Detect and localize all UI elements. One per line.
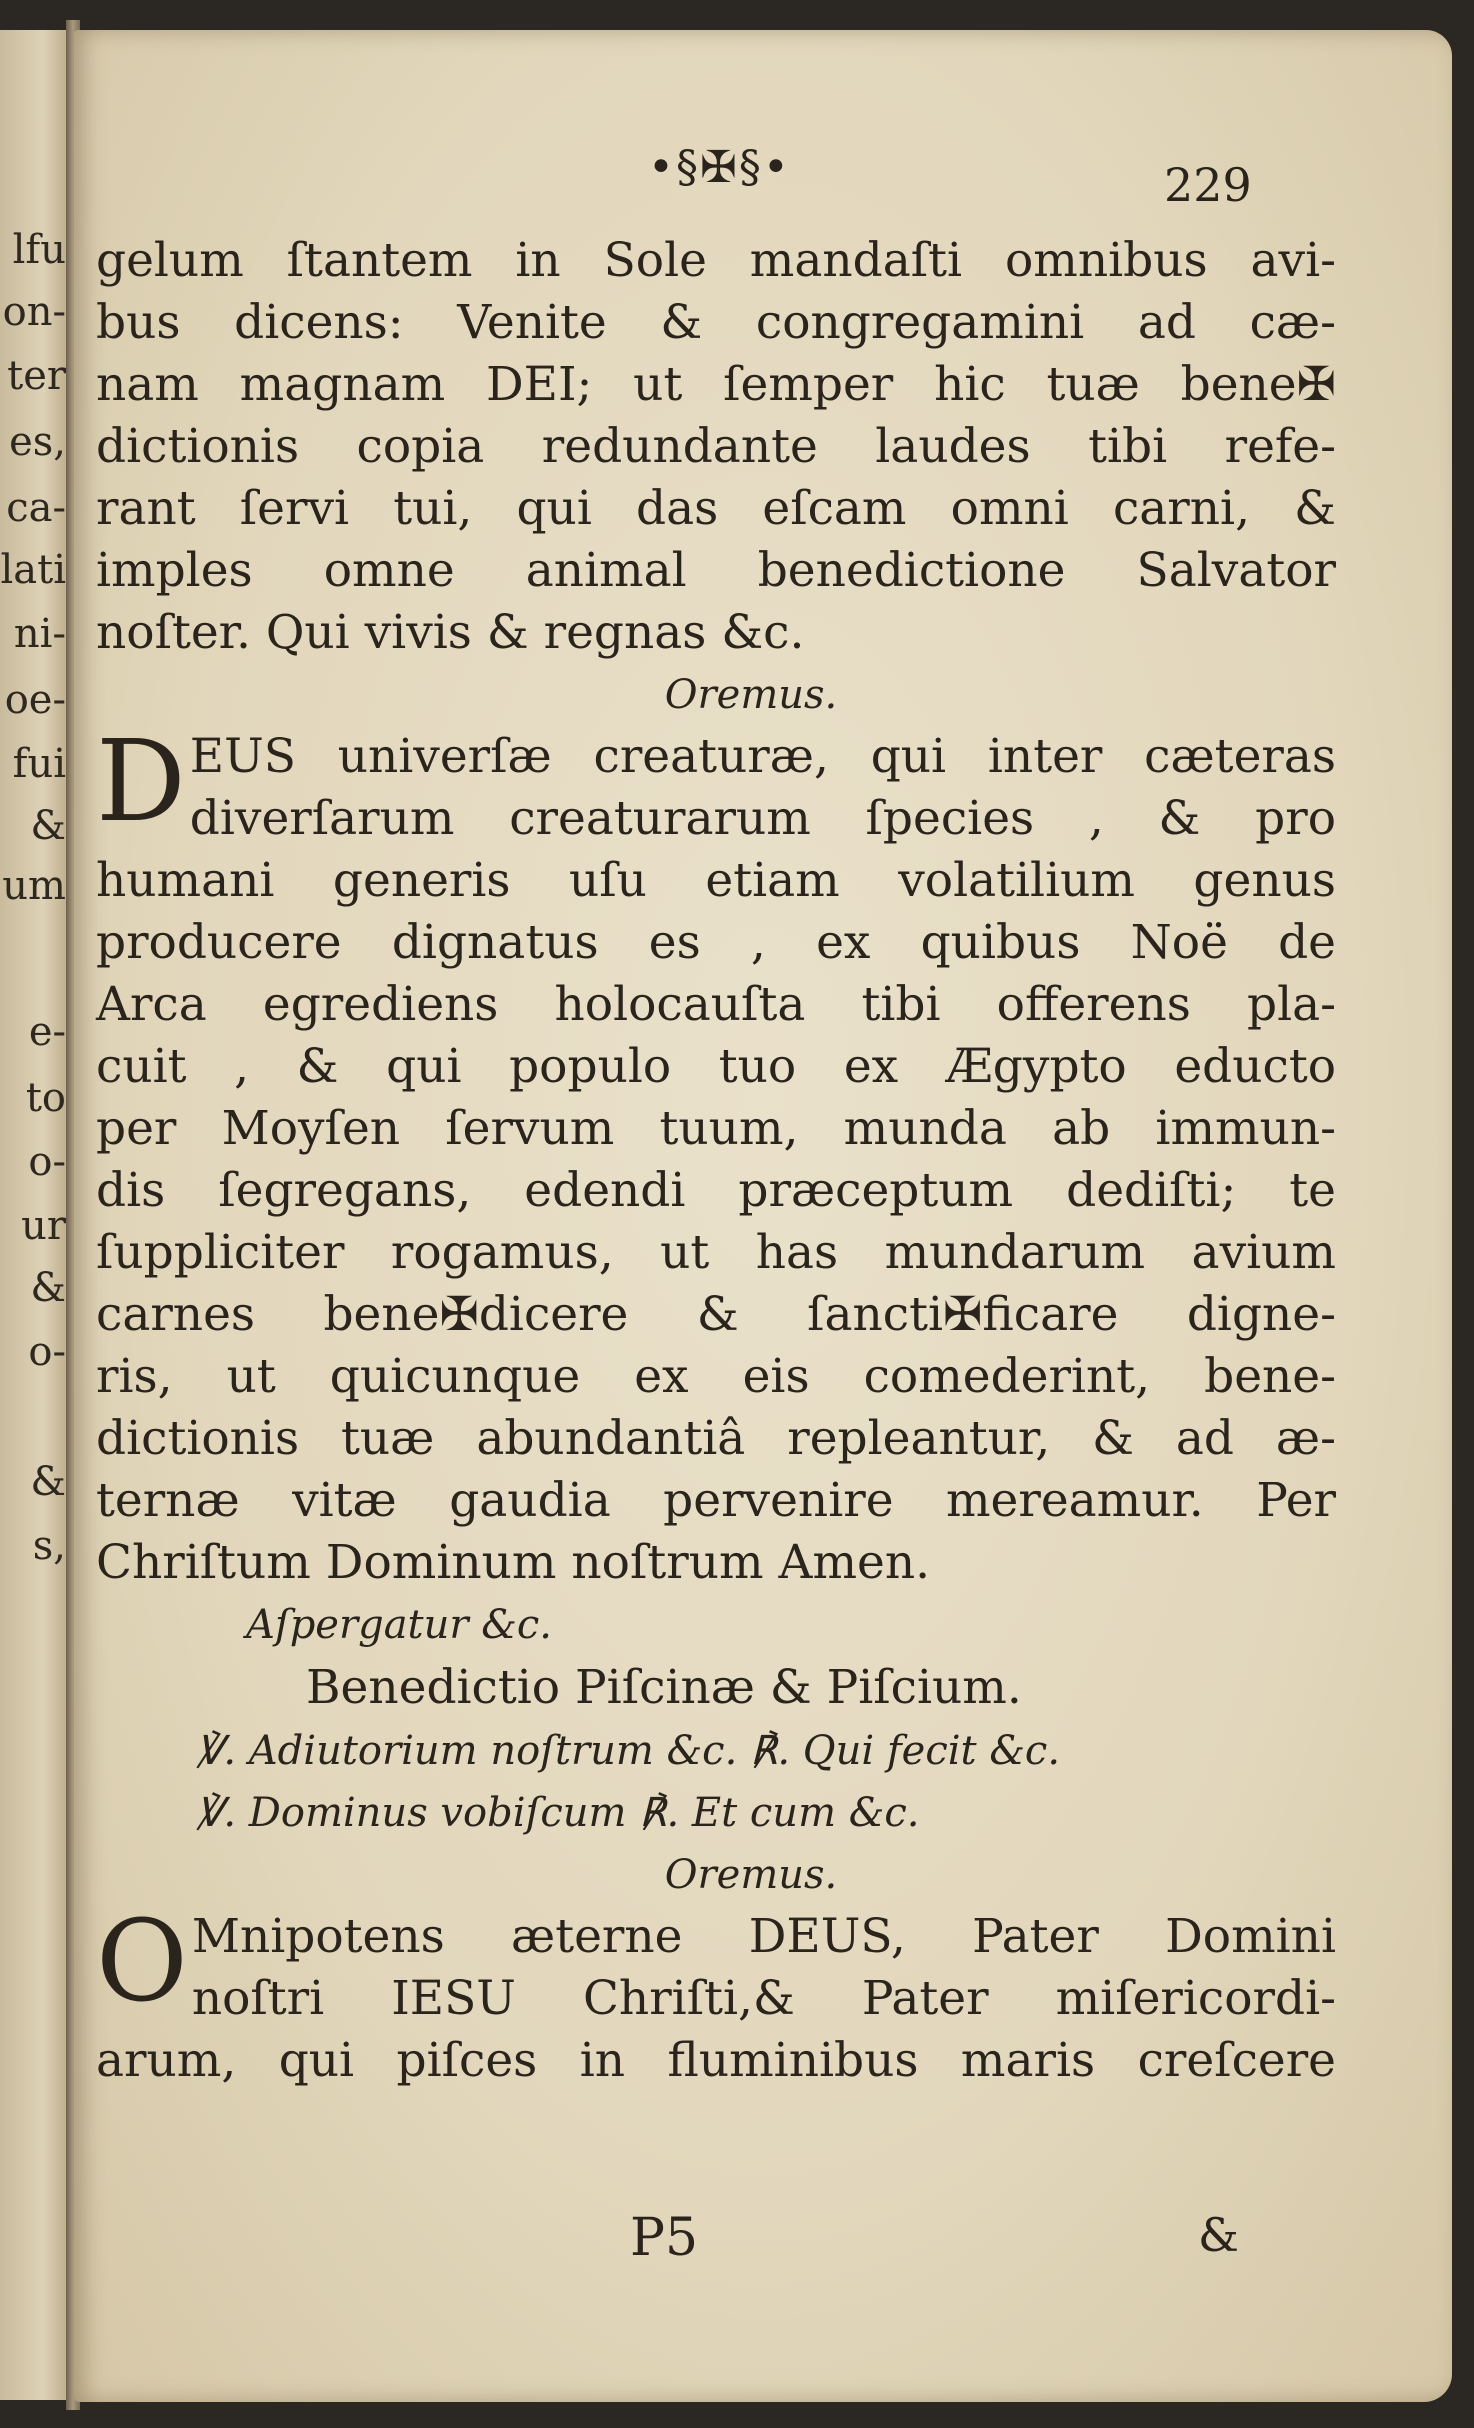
text-line: noſter. Qui vivis & regnas &c. [96,605,805,660]
page-text [96,230,1336,2092]
page-number: 229 [1164,158,1252,212]
paragraph-1 [96,230,1336,664]
versicle-line: ℣. Dominus vobiſcum ℟. Et cum &c. [196,1790,920,1836]
book-page [74,30,1452,2402]
left-page-fragment: ur [21,1203,66,1249]
text-line: Chriſtum Dominum noſtrum Amen. [96,1535,931,1590]
page-footer [74,2208,1336,2278]
left-page-fragment: lfu [12,227,66,273]
text-line: nam magnam DEI; ut ſemper hic tuæ bene✠ [96,357,1336,412]
text-line: ris, ut quicunque ex eis comederint, bene- [96,1349,1336,1404]
text-line: diverſarum creaturarum ſpecies , & pro [189,791,1336,846]
aspergatur-rubric: Aſpergatur &c. [246,1602,552,1648]
text-line: imples omne animal benedictione Salvator [96,543,1336,598]
text-line: EUS univerſæ creaturæ, qui inter cæteras [189,729,1336,784]
catchword: & [1198,2208,1239,2262]
versicle-line: ℣. Adiutorium noſtrum &c. ℟. Qui fecit &c. [196,1728,1061,1774]
text-line: ternæ vitæ gaudia pervenire mereamur. Per [96,1473,1336,1528]
text-line: humani generis uſu etiam volatilium genus [96,853,1336,908]
text-line: ſuppliciter rogamus, ut has mundarum avium [96,1225,1336,1280]
left-page-fragment: lati [0,547,66,593]
text-line: producere dignatus es , ex quibus Noë de [96,915,1336,970]
text-line: carnes bene✠dicere & ſancti✠ficare digne- [96,1287,1336,1342]
oremus-heading: Oremus. [664,1852,838,1898]
left-page-fragment: on- [2,289,66,335]
left-page-fragment: to [25,1075,66,1121]
text-line: Arca egrediens holocauſta tibi offerens pla- [96,977,1336,1032]
text-line: cuit , & qui populo tuo ex Ægypto educto [96,1039,1336,1094]
text-line: bus dicens: Venite & congregamini ad cæ- [96,295,1336,350]
signature-mark: P5 [630,2208,699,2268]
text-line: noſtri IESU Chriſti,& Pater miſericordi- [191,1971,1336,2026]
text-line: per Moyſen ſervum tuum, munda ab immun- [96,1101,1336,1156]
left-page-fragment: s, [32,1523,66,1569]
text-line: dis ſegregans, edendi præceptum dediſti; te [96,1163,1336,1218]
left-page-fragment: o- [28,1139,66,1185]
text-line: gelum ſtantem in Sole mandaſti omnibus avi- [96,233,1336,288]
section-title: Benedictio Piſcinæ & Piſcium. [306,1660,1022,1715]
left-page-fragment: oe- [4,677,66,723]
left-page-fragment: es, [9,419,66,465]
left-page-fragment: o- [28,1329,66,1375]
text-line: dictionis copia redundante laudes tibi refe- [96,419,1336,474]
left-page-fragment: fui [12,741,66,787]
left-page-fragment: um [2,863,66,909]
left-page-fragment: & [30,803,66,849]
left-page-fragment: ni- [13,611,66,657]
oremus-heading: Oremus. [664,672,838,718]
left-page-fragment: e- [28,1009,66,1055]
text-line: dictionis tuæ abundantiâ repleantur, & ad æ- [96,1411,1336,1466]
left-page-fragment: & [30,1265,66,1311]
left-page-fragment: & [30,1459,66,1505]
left-page-fragment: ca- [6,485,66,531]
text-line: rant ſervi tui, qui das eſcam omni carni, & [96,481,1336,536]
drop-capital: D [96,717,186,847]
text-line: arum, qui piſces in fluminibus maris creſcere [96,2033,1336,2088]
paragraph-2 [96,717,1336,1594]
header-ornament: •§✠§• [648,142,791,193]
text-line: Mnipotens æterne DEUS, Pater Domini [191,1909,1336,1964]
previous-page-edge [0,30,72,2400]
left-page-fragment: ter [7,353,66,399]
paragraph-3 [96,1897,1336,2092]
drop-capital: O [96,1897,188,2027]
